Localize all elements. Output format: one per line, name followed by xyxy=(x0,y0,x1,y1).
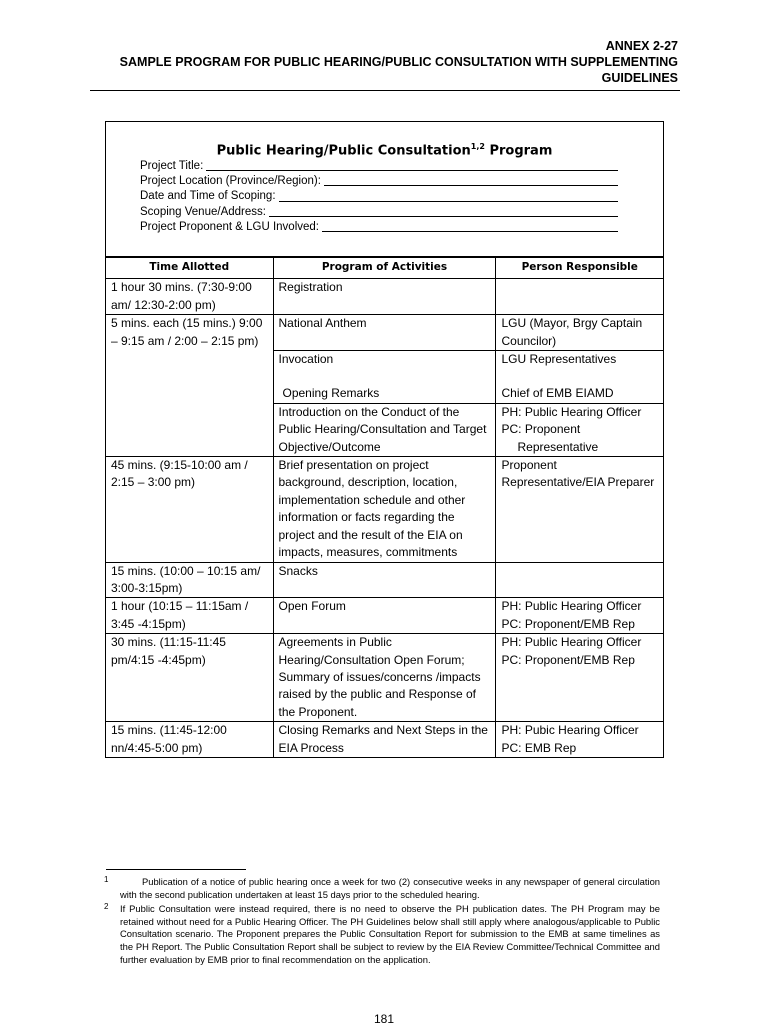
field-proponent-lgu[interactable]: Project Proponent & LGU Involved: xyxy=(140,220,618,235)
table-row xyxy=(106,722,664,758)
table-row xyxy=(106,315,664,351)
table-row xyxy=(106,598,664,634)
footnote-ref: 1,2 xyxy=(470,142,485,151)
time-cell: 1 hour 30 mins. (7:30-9:00 am/ 12:30-2:00 pm) xyxy=(106,279,274,315)
annex-header xyxy=(120,38,678,86)
col-program-activities: Program of Activities xyxy=(273,257,496,279)
person-cell: LGU Representatives Chief of EMB EIAMD xyxy=(496,351,664,404)
person-cell: LGU (Mayor, Brgy Captain Councilor) xyxy=(496,315,664,351)
table-row xyxy=(106,634,664,722)
page-number: 181 xyxy=(373,1012,395,1026)
activity-cell: Open Forum xyxy=(273,598,496,634)
annex-number: ANNEX 2-27 xyxy=(605,39,678,53)
activity-cell: Registration xyxy=(273,279,496,315)
header-rule xyxy=(90,90,680,91)
col-person-responsible: Person Responsible xyxy=(496,257,664,279)
time-cell: 5 mins. each (15 mins.) 9:00 – 9:15 am / 2:00 – 2:15 pm) xyxy=(106,315,274,457)
table-row xyxy=(106,562,664,598)
field-project-location[interactable]: Project Location (Province/Region): xyxy=(140,174,618,189)
activity-cell: National Anthem xyxy=(273,315,496,351)
person-cell xyxy=(496,279,664,315)
time-cell: 1 hour (10:15 – 11:15am / 3:45 -4:15pm) xyxy=(106,598,274,634)
annex-title-line2: GUIDELINES xyxy=(601,71,678,85)
footnote-2: 2 If Public Consultation were instead required, there is no need to observe the PH publication dates. The PH Program may be retained without need for a Public Hearing Officer. The PH Guidelines below shall still apply where analogous/applicable to Public Consultation scenario. The Proponent prepares the Public Consultation Report for submission to the EMB at same timelines as the PH Report. The Public Consultation Report shall be subject to review by the EIA Review Committee/Technical Committee and further evaluation by EMB prior to final recommendation on the application. xyxy=(104,902,660,965)
table-row xyxy=(106,457,664,562)
footnotes xyxy=(104,876,660,968)
time-cell: 45 mins. (9:15-10:00 am / 2:15 – 3:00 pm) xyxy=(106,457,274,562)
form-title: Public Hearing/Public Consultation$^{1,2}$ Program xyxy=(216,142,553,159)
person-cell: PH: Public Hearing Officer PC: Proponent Representative xyxy=(496,403,664,456)
table-row xyxy=(106,279,664,315)
col-time-allotted: Time Allotted xyxy=(106,257,274,279)
activity-cell: Snacks xyxy=(273,562,496,598)
field-scoping-venue[interactable]: Scoping Venue/Address: xyxy=(140,205,618,220)
footnote-separator xyxy=(106,869,246,870)
person-cell xyxy=(496,562,664,598)
activity-cell: Agreements in Public Hearing/Consultation Open Forum; Summary of issues/concerns /impacts raised by the public and Response of the Proponent. xyxy=(273,634,496,722)
person-cell: Proponent Representative/EIA Preparer xyxy=(496,457,664,562)
activity-cell: Brief presentation on project background, description, location, implementation schedule and other information or facts regarding the project and the result of the EIA on impacts, measures, commitments xyxy=(273,457,496,562)
program-table xyxy=(105,256,664,758)
time-cell: 30 mins. (11:15-11:45 pm/4:15 -4:45pm) xyxy=(106,634,274,722)
field-project-title[interactable]: Project Title: xyxy=(140,159,618,174)
person-cell: PH: Pubic Hearing Officer PC: EMB Rep xyxy=(496,722,664,758)
field-scoping-date-time[interactable]: Date and Time of Scoping: xyxy=(140,189,618,204)
table-header-row xyxy=(106,257,664,279)
activity-cell: Invocation Opening Remarks xyxy=(273,351,496,404)
footnote-1: 1 Publication of a notice of public hearing once a week for two (2) consecutive weeks in any newspaper of general circulation with the second publication undertaken at least 15 days prior to the scheduled hearing. xyxy=(104,875,660,900)
activity-cell: Closing Remarks and Next Steps in the EIA Process xyxy=(273,722,496,758)
time-cell: 15 mins. (10:00 – 10:15 am/ 3:00-3:15pm) xyxy=(106,562,274,598)
annex-title-line1: SAMPLE PROGRAM FOR PUBLIC HEARING/PUBLIC CONSULTATION WITH SUPPLEMENTING xyxy=(119,55,678,69)
person-cell: PH: Public Hearing Officer PC: Proponent/EMB Rep xyxy=(496,598,664,634)
time-cell: 15 mins. (11:45-12:00 nn/4:45-5:00 pm) xyxy=(106,722,274,758)
person-cell: PH: Public Hearing Officer PC: Proponent/EMB Rep xyxy=(496,634,664,722)
program-form-box xyxy=(105,121,664,258)
form-fields xyxy=(140,159,618,235)
activity-cell: Introduction on the Conduct of the Public Hearing/Consultation and Target Objective/Outcome xyxy=(273,403,496,456)
